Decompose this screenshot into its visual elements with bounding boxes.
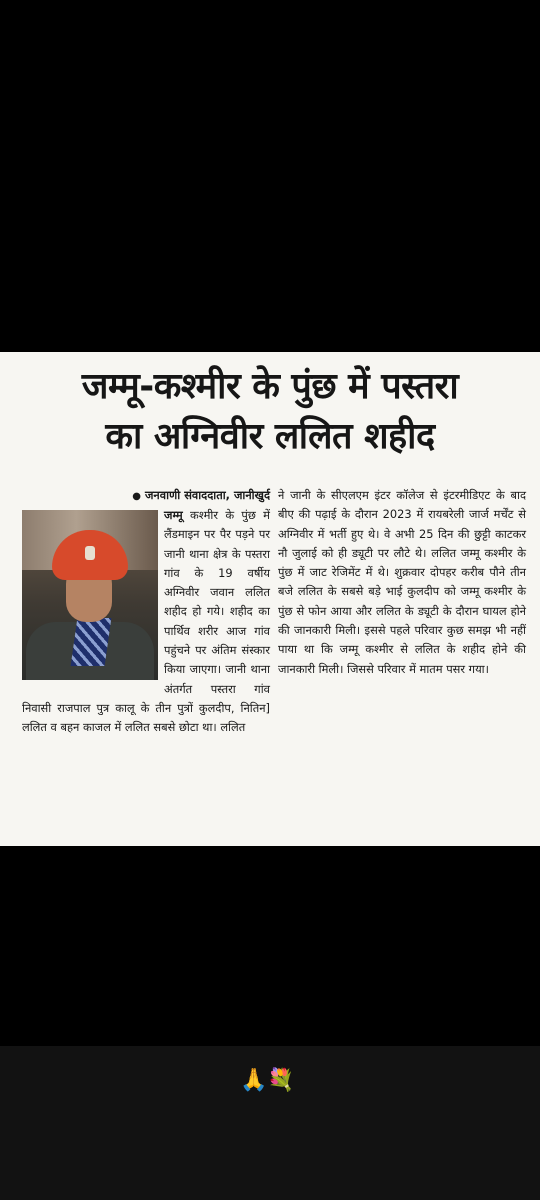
newspaper-clipping-image[interactable] bbox=[0, 352, 540, 846]
bottom-black-area bbox=[0, 846, 540, 1046]
headline-line-1: जम्मू-कश्मीर के पुंछ में पस्तरा bbox=[81, 366, 459, 407]
top-black-area bbox=[0, 0, 540, 352]
right-column-text: ने जानी के सीएलएम इंटर कॉलेज से इंटरमीडिएट के बाद बीए की पढ़ाई के दौरान 2023 में रायबरेली जार्ज मर्चेंट से अग्निवीर में भर्ती हुए थे। वे अभी 25 दिन की छुट्टी काटकर नौ जुलाई को ही ड्यूटी पर लौटे थे। ललित जम्मू कश्मीर के पुंछ में जाट रेजिमेंट में थे। शुक्रवार दोपहर करीब पौने तीन बजे ललित के सबसे बड़े भाई कुलदीप को जम्मू कश्मीर के पुंछ से फोन आया और ललित के ड्यूटी के दौरान घायल होने की जानकारी मिली। इससे पहले परिवार कुछ समझ भी नहीं पाया था कि जम्मू कश्मीर से ललित के शहीद होने की जानकारी मिली। जिससे परिवार में मातम पसर गया। bbox=[278, 488, 526, 676]
headline bbox=[8, 362, 532, 462]
lead-word: जम्मू bbox=[164, 508, 183, 522]
byline bbox=[22, 486, 270, 506]
soldier-photo bbox=[22, 510, 158, 680]
article-left-column bbox=[22, 486, 270, 842]
byline-text: जनवाणी संवाददाता, जानीखुर्द bbox=[144, 488, 270, 502]
left-column-text: कश्मीर के पुंछ में लैंडमाइन पर पैर पड़ने पर जानी थाना क्षेत्र के पस्तरा गांव के 19 वर्षीय अग्निवीर जवान ललित शहीद हो गये। शहीद का पार्थिव शरीर आज गांव पहुंचने पर अंतिम संस्कार किया जाएगा। जानी थाना अंतर्गत पस्तरा गांव निवासी राजपाल पुत्र कालू के तीन पुत्रों कुलदीप, नितिन] ललित व बहन काजल में ललित सबसे छोटा था। ललित bbox=[22, 508, 270, 735]
bullet-icon: ● bbox=[132, 491, 142, 502]
article-columns bbox=[22, 486, 526, 842]
headline-line-2: का अग्निवीर ललित शहीद bbox=[105, 416, 435, 457]
article-right-column bbox=[278, 486, 526, 842]
prayer-flowers-emoji: 🙏💐 bbox=[240, 1068, 295, 1093]
left-column-paragraph bbox=[22, 506, 270, 738]
